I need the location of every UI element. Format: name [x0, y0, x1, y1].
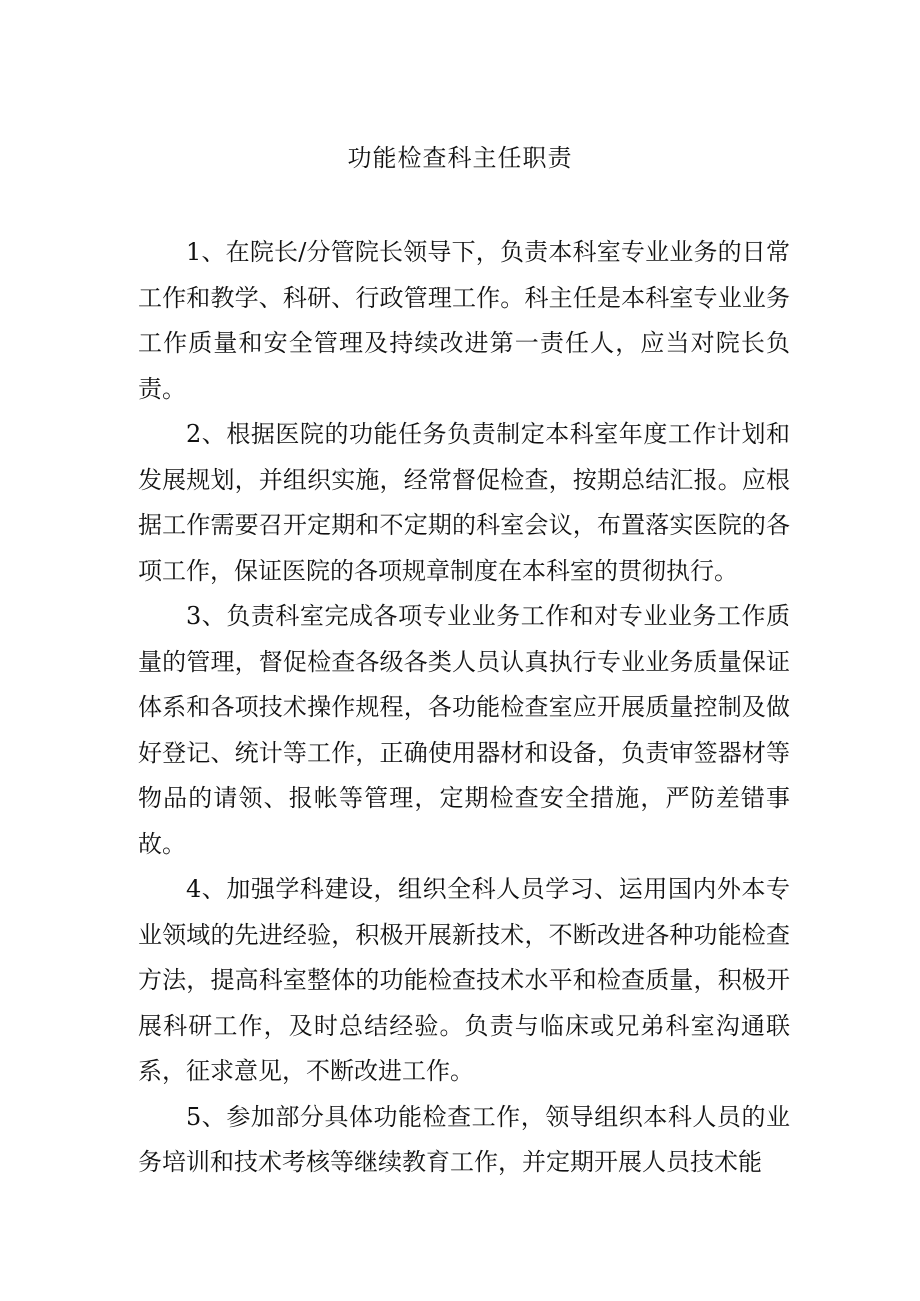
document-body — [138, 230, 790, 1186]
paragraph-4: 4、加强学科建设，组织全科人员学习、运用国内外本专业领域的先进经验，积极开展新技术，不断改进各种功能检查方法，提高科室整体的功能检查技术水平和检查质量，积极开展科研工作，及时总结经验。负责与临床或兄弟科室沟通联系，征求意见，不断改进工作。 — [138, 875, 790, 1085]
paragraph-2: 2、根据医院的功能任务负责制定本科室年度工作计划和发展规划，并组织实施，经常督促检查，按期总结汇报。应根据工作需要召开定期和不定期的科室会议，布置落实医院的各项工作，保证医院的各项规章制度在本科室的贯彻执行。 — [138, 420, 790, 585]
paragraph-3: 3、负责科室完成各项专业业务工作和对专业业务工作质量的管理，督促检查各级各类人员认真执行专业业务质量保证体系和各项技术操作规程，各功能检查室应开展质量控制及做好登记、统计等工作，正确使用器材和设备，负责审签器材等物品的请领、报帐等管理，定期检查安全措施，严防差错事故。 — [138, 602, 790, 858]
paragraph-1: 1、在院长/分管院长领导下，负责本科室专业业务的日常工作和教学、科研、行政管理工作。科主任是本科室专业业务工作质量和安全管理及持续改进第一责任人，应当对院长负责。 — [138, 238, 790, 403]
paragraph-5: 5、参加部分具体功能检查工作，领导组织本科人员的业务培训和技术考核等继续教育工作，并定期开展人员技术能 — [138, 1102, 790, 1176]
document-title: 功能检查科主任职责 — [347, 144, 573, 172]
